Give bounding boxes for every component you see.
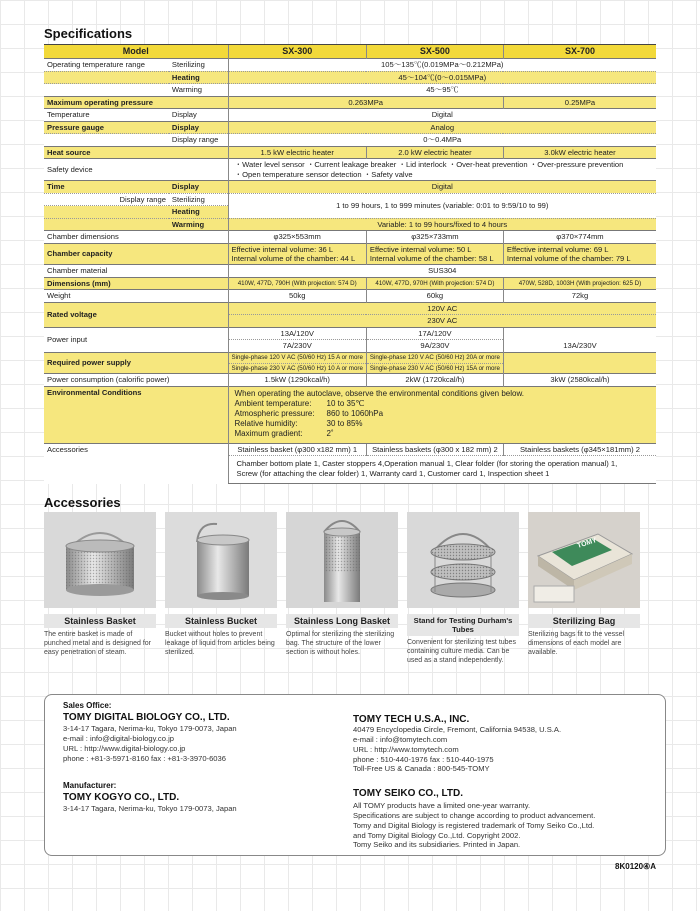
heat-source-row	[44, 146, 656, 158]
power-supply-sx500-230: Single-phase 230 V AC (50/60 Hz) 15A or more	[366, 363, 503, 374]
dimensions-label: Dimensions (mm)	[44, 277, 228, 289]
safety-value	[228, 159, 656, 181]
temperature-value: Digital	[228, 109, 656, 121]
op-temp-label: Operating temperature range	[44, 59, 169, 71]
accessories-title: Accessories	[44, 495, 121, 510]
time-heating-label: Heating	[169, 206, 228, 218]
chamber-dim-label: Chamber dimensions	[44, 231, 228, 243]
display-range-label: Display range	[169, 134, 228, 146]
usa-url[interactable]: URL : http://www.tomytech.com	[353, 744, 459, 754]
power-input-label: Power input	[44, 327, 228, 352]
power-input-sx500-230: 9A/230V	[366, 340, 503, 352]
time-sub: Display	[169, 181, 228, 193]
sales-company: TOMY DIGITAL BIOLOGY CO., LTD.	[63, 712, 230, 723]
power-input-sx300-230: 7A/230V	[228, 340, 366, 352]
accessories-common	[228, 456, 656, 484]
bag-logo: TOMY	[576, 537, 598, 550]
weight-row	[44, 290, 656, 302]
chamber-dim-sx500: φ325×733mm	[366, 231, 503, 243]
env-value	[228, 386, 656, 443]
env-pressure: Atmospheric pressure: 860 to 1060hPa	[234, 408, 384, 418]
warming-row	[44, 84, 656, 96]
usa-details	[353, 725, 561, 774]
usa-tollfree: Toll-Free US & Canada : 800-545-TOMY	[353, 764, 490, 774]
temperature-row	[44, 109, 656, 121]
time-row	[44, 181, 656, 193]
heat-source-sx500: 2.0 kW electric heater	[366, 146, 503, 158]
cap-eff-sx500: Effective internal volume: 50 L	[369, 244, 472, 254]
chamber-dim-sx700: φ370×774mm	[503, 231, 656, 243]
cap-int-sx300: Internal volume of the chamber: 44 L	[231, 254, 356, 263]
time-label: Time	[44, 181, 169, 193]
model-sx700: SX-700	[503, 45, 656, 59]
accessories-sx700: Stainless baskets (φ345×181mm) 2	[503, 443, 656, 455]
acc-desc-5: Sterilizing bags fit to the vessel dimensions of each model are available.	[528, 631, 625, 657]
note-3: Tomy and Digital Biology is registered trademark of Tomy Seiko Co.,Ltd.	[353, 820, 595, 830]
model-sx300: SX-300	[228, 45, 366, 59]
power-input-sx700: 13A/230V	[503, 327, 656, 352]
env-ambient: Ambient temperature: 10 to 35℃	[234, 398, 365, 408]
acc-durham-stand	[407, 512, 519, 665]
note-2: Specifications are subject to change according to product advancement.	[353, 810, 596, 820]
heating-row	[44, 71, 656, 83]
env-label: Environmental Conditions	[44, 386, 228, 443]
mfr-address: 3-14-17 Tagara, Nerima-ku, Tokyo 179-0073, Japan	[63, 804, 237, 813]
power-input-sx500-120: 17A/120V	[366, 327, 503, 339]
sales-url[interactable]: URL : http://www.digital-biology.co.jp	[63, 743, 186, 753]
time-range-row	[44, 193, 656, 205]
note-1: All TOMY products have a limited one-year warranty.	[353, 801, 531, 810]
specifications-title: Specifications	[44, 26, 133, 41]
chamber-mat-row	[44, 265, 656, 277]
heat-source-sx700: 3.0kW electric heater	[503, 146, 656, 158]
heat-source-sx300: 1.5 kW electric heater	[228, 146, 366, 158]
env-row	[44, 386, 656, 443]
display-range-row	[44, 134, 656, 146]
cap-int-sx500: Internal volume of the chamber: 58 L	[369, 254, 494, 263]
sales-phone: phone : +81-3-5971-8160 fax : +81-3-3970-6036	[63, 753, 226, 763]
stainless-long-basket-photo	[286, 512, 398, 608]
pressure-gauge-sub: Display	[169, 121, 228, 133]
power-supply-label: Required power supply	[44, 352, 228, 374]
sterilizing-bag-photo	[528, 512, 640, 608]
max-pressure-value-a: 0.263MPa	[228, 96, 503, 108]
op-temp-row	[44, 59, 656, 71]
power-supply-row-1	[44, 352, 656, 363]
stainless-basket-photo	[44, 512, 156, 608]
temperature-sub: Display	[169, 109, 228, 121]
max-pressure-value-b: 0.25MPa	[503, 96, 656, 108]
acc-title-5: Sterilizing Bag	[528, 614, 640, 628]
legal-notes	[353, 801, 595, 850]
chamber-cap-sx300	[228, 243, 366, 265]
mfr-company: TOMY KOGYO CO., LTD.	[63, 792, 180, 803]
pressure-gauge-row	[44, 121, 656, 133]
op-temp-sub: Sterilizing	[169, 59, 228, 71]
env-gradient: Maximum gradient: 2˚	[234, 428, 334, 438]
durham-stand-photo	[407, 512, 519, 608]
acc-sterilizing-bag	[528, 512, 640, 657]
weight-sx300: 50kg	[228, 290, 366, 302]
max-pressure-label: Maximum operating pressure	[44, 96, 228, 108]
sales-label: Sales Office:	[63, 701, 112, 710]
time-warming-row	[44, 218, 656, 230]
power-supply-sx300-120: Single-phase 120 V AC (50/60 Hz) 15 A or more	[228, 352, 366, 363]
seiko-company: TOMY SEIKO CO., LTD.	[353, 788, 464, 799]
acc-stainless-long-basket	[286, 512, 398, 657]
pressure-gauge-value: Analog	[228, 121, 656, 133]
time-range-value: 1 to 99 hours, 1 to 999 minutes (variable: 0:01 to 9:59/10 to 99)	[228, 193, 656, 218]
rated-voltage-label: Rated voltage	[44, 302, 228, 327]
power-cons-row	[44, 374, 656, 386]
power-cons-label: Power consumption (calorific power)	[44, 374, 228, 386]
model-label: Model	[44, 45, 228, 59]
power-input-row-1	[44, 327, 656, 339]
display-range-value: 0～0.4MPa	[228, 134, 656, 146]
dimensions-sx300: 410W, 477D, 790H (With projection: 574 D)	[228, 277, 366, 289]
power-input-sx300-120: 13A/120V	[228, 327, 366, 339]
heating-label: Heating	[169, 71, 228, 83]
cap-eff-sx700: Effective internal volume: 69 L	[506, 244, 609, 254]
heating-value: 45～104℃(0～0.015MPa)	[228, 71, 656, 83]
document-code: 8K0120④A	[615, 862, 656, 871]
cap-eff-sx300: Effective internal volume: 36 L	[231, 244, 334, 254]
time-warming-label: Warming	[169, 218, 228, 230]
note-4: and Tomy Digital Biology Co.,Ltd. Copyright 2002.	[353, 830, 521, 840]
chamber-dim-row	[44, 231, 656, 243]
mfr-label: Manufacturer:	[63, 781, 117, 790]
weight-label: Weight	[44, 290, 228, 302]
safety-row	[44, 159, 656, 181]
sales-details	[63, 724, 237, 763]
acc-title-4: Stand for Testing Durham's Tubes	[407, 614, 519, 636]
temperature-label: Temperature	[44, 109, 169, 121]
rated-voltage-120: 120V AC	[228, 302, 656, 314]
accessories-label: Accessories	[44, 443, 228, 483]
usa-email[interactable]: e-mail : info@tomytech.com	[353, 734, 448, 744]
dimensions-sx700: 470W, 528D, 1003H (With projection: 625 D)	[503, 277, 656, 289]
chamber-cap-label: Chamber capacity	[44, 243, 228, 265]
acc-stainless-basket	[44, 512, 156, 657]
cap-int-sx700: Internal volume of the chamber: 79 L	[506, 254, 631, 263]
heat-source-label: Heat source	[44, 146, 228, 158]
weight-sx500: 60kg	[366, 290, 503, 302]
time-value: Digital	[228, 181, 656, 193]
usa-phone: phone : 510-440-1976 fax : 510-440-1975	[353, 754, 494, 764]
spec-table	[44, 44, 656, 484]
accessories-row-1	[44, 443, 656, 455]
chamber-mat-value: SUS304	[228, 265, 656, 277]
dimensions-sx500: 410W, 477D, 970H (With projection: 574 D)	[366, 277, 503, 289]
power-supply-sx300-230: Single-phase 230 V AC (50/60 Hz) 10 A or more	[228, 363, 366, 374]
safety-label: Safety device	[44, 159, 228, 181]
acc-title-1: Stainless Basket	[44, 614, 156, 628]
chamber-cap-row	[44, 243, 656, 265]
chamber-mat-label: Chamber material	[44, 265, 228, 277]
stainless-bucket-photo	[165, 512, 277, 608]
warming-label: Warming	[169, 84, 228, 96]
acc-desc-1: The entire basket is made of punched metal and is designed for easy penetration of steam.	[44, 631, 152, 657]
rated-voltage-row-1	[44, 302, 656, 314]
pressure-gauge-label: Pressure gauge	[44, 121, 169, 133]
power-cons-sx700: 3kW (2580kcal/h)	[503, 374, 656, 386]
warming-value: 45～95℃	[228, 84, 656, 96]
env-humidity: Relative humidity: 30 to 85%	[234, 418, 363, 428]
model-row	[44, 45, 656, 59]
accessories-sx500: Stainless baskets (φ300 x 182 mm) 2	[366, 443, 503, 455]
power-supply-sx500-120: Single-phase 120 V AC (50/60 Hz) 20A or more	[366, 352, 503, 363]
acc-desc-2: Bucket without holes to prevent leakage of liquid from articles being sterilized.	[165, 631, 275, 657]
chamber-dim-sx300: φ325×553mm	[228, 231, 366, 243]
acc-desc-3: Optimal for sterilizing the sterilizing bag. The structure of the lower section is without holes.	[286, 631, 395, 657]
accessories-common-1: Chamber bottom plate 1, Caster stoppers 4,Operation manual 1, Clear folder (for storing the operation manual) 1,	[236, 459, 618, 469]
max-pressure-row	[44, 96, 656, 108]
power-cons-sx500: 2kW (1720kcal/h)	[366, 374, 503, 386]
model-sx500: SX-500	[366, 45, 503, 59]
acc-title-2: Stainless Bucket	[165, 614, 277, 628]
weight-sx700: 72kg	[503, 290, 656, 302]
sales-email[interactable]: e-mail : info@digital-biology.co.jp	[63, 733, 174, 743]
dimensions-row	[44, 277, 656, 289]
time-sterilizing-label: Sterilizing	[169, 193, 228, 205]
usa-company: TOMY TECH U.S.A., INC.	[353, 714, 470, 725]
acc-stainless-bucket	[165, 512, 277, 657]
chamber-cap-sx500	[366, 243, 503, 265]
sales-address: 3-14-17 Tagara, Nerima-ku, Tokyo 179-0073, Japan	[63, 724, 237, 733]
accessories-common-2: Screw (for attaching the clear folder) 1, Warranty card 1, Customer card 1, Inspection sheet 1	[236, 468, 550, 478]
chamber-cap-sx700	[503, 243, 656, 265]
accessories-sx300: Stainless basket (φ300 x182 mm) 1	[228, 443, 366, 455]
power-cons-sx300: 1.5kW (1290kcal/h)	[228, 374, 366, 386]
rated-voltage-230: 230V AC	[228, 315, 656, 327]
time-range-label: Display range	[44, 193, 169, 205]
contact-box	[44, 694, 666, 856]
acc-desc-4: Convenient for sterilizing test tubes containing culture media. Can be used as a stand independently.	[407, 639, 516, 665]
op-temp-value: 105～135℃(0.019MPa～0.212MPa)	[228, 59, 656, 71]
time-warming-value: Variable: 1 to 99 hours/fixed to 4 hours	[228, 218, 656, 230]
safety-line-2: ・Open temperature sensor detection ・Safety valve	[234, 169, 413, 179]
usa-address: 40479 Encyclopedia Circle, Fremont, California 94538, U.S.A.	[353, 725, 562, 734]
env-intro: When operating the autoclave, observe the environmental conditions given below.	[234, 388, 525, 398]
acc-title-3: Stainless Long Basket	[286, 614, 398, 628]
safety-line-1: ・Water level sensor ・Current leakage breaker ・Lid interlock ・Over-heat prevention ・Over-pressure prevention	[234, 160, 624, 170]
note-5: Tomy Seiko and its subsidiaries. Printed in Japan.	[353, 840, 521, 850]
